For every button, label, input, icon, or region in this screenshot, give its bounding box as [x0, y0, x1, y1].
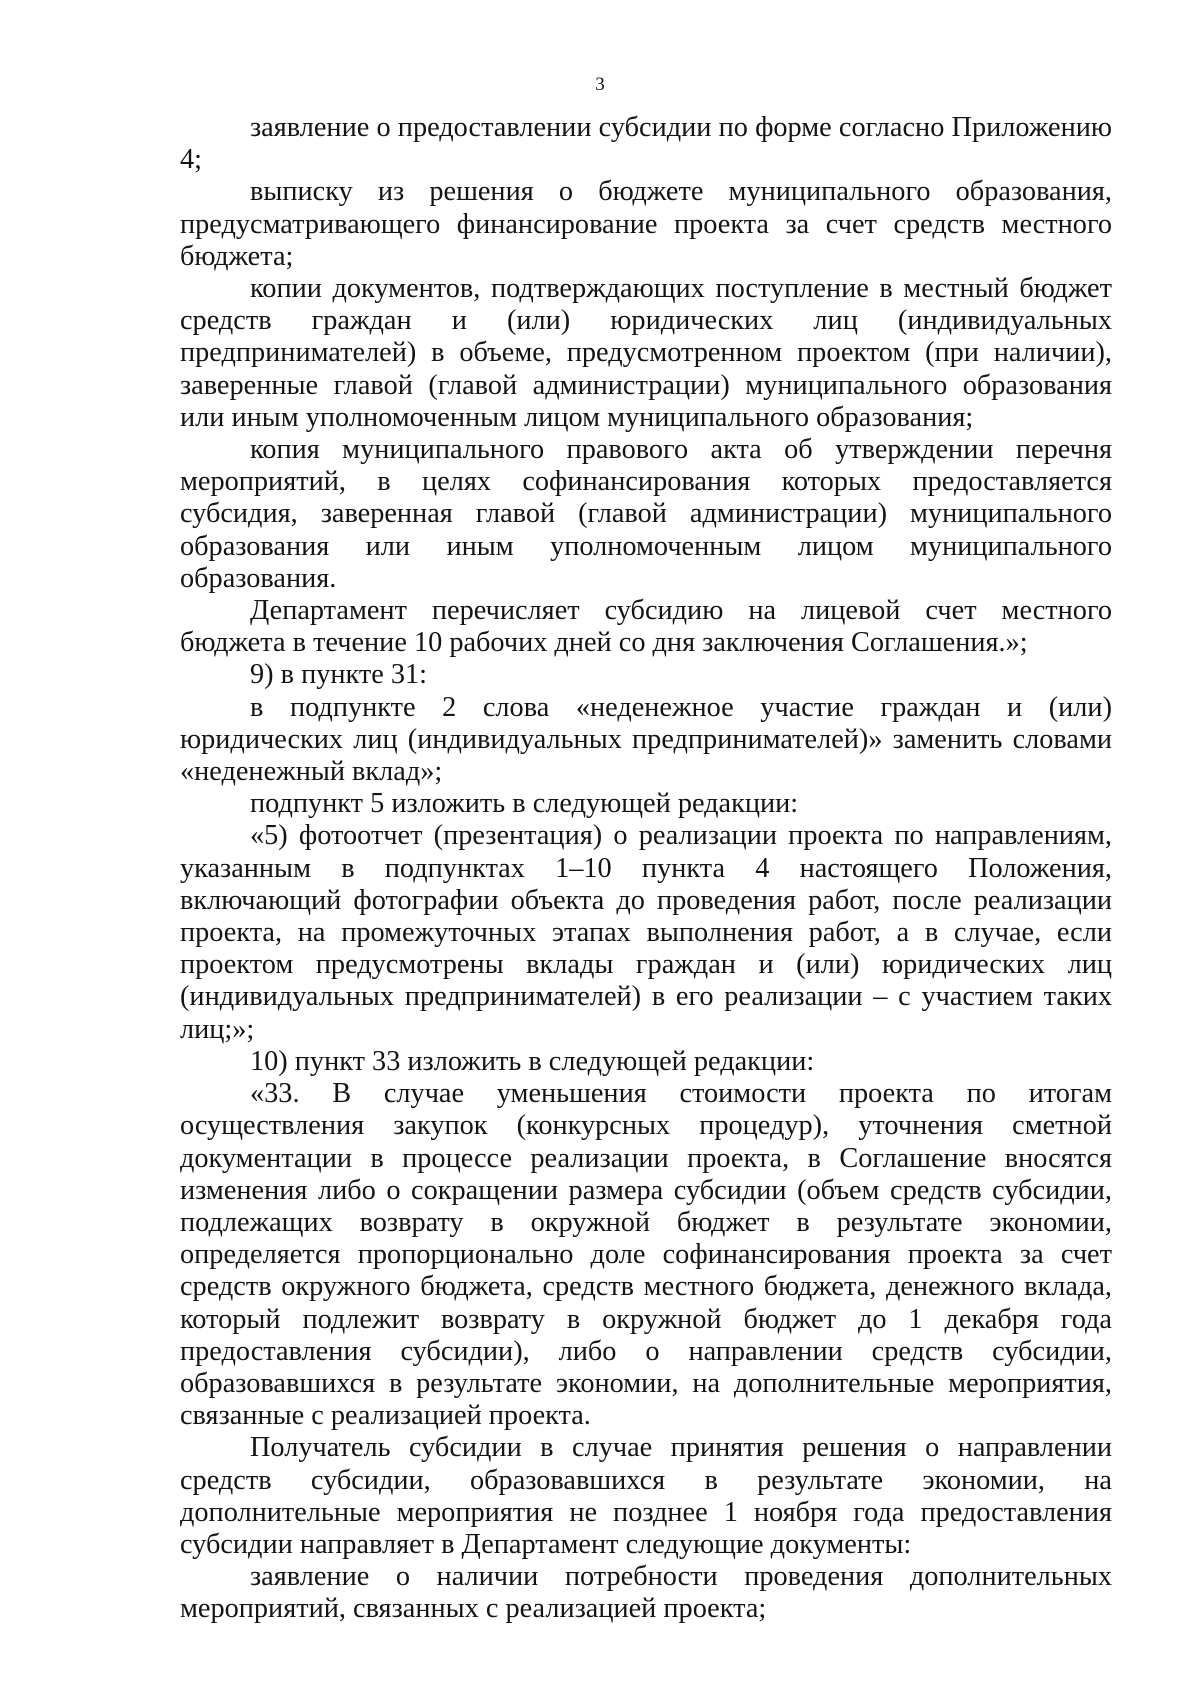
paragraph-subitem-5-intro: подпункт 5 изложить в следующей редакции:	[250, 788, 799, 820]
paragraph-item-9: 9) в пункте 31:	[250, 659, 428, 691]
paragraph-photo-report: «5) фотоотчет (презентация) о реализации проекта по направлениям, указанным в подпунктах 1–10 пункта 4 настоящего Положения, включающий фотографии объекта до проведения работ, после реализации проекта, на промежуточных этапах выполнения работ, а в случае, если проектом предусмотрены вклады граждан и (или) юридических лиц (индивидуальных предпринимателей) в его реализации – с участием таких лиц;»;	[180, 820, 1112, 1045]
paragraph-legal-act-copy: копия муниципального правового акта об утверждении перечня мероприятий, в целях софинансирования которых предоставляется субсидия, заверенная главой (главой администрации) муниципального образования или иным уполномоченным лицом муниципального образования.	[180, 434, 1112, 594]
paragraph-application: заявление о предоставлении субсидии по форме согласно Приложению 4;	[180, 112, 1112, 176]
paragraph-document-copies: копии документов, подтверждающих поступление в местный бюджет средств граждан и (или) юридических лиц (индивидуальных предпринимателей) в объеме, предусмотренном проектом (при наличии), заверенные главой (главой администрации) муниципального образования или иным уполномоченным лицом муниципального образования;	[180, 273, 1112, 433]
paragraph-need-statement: заявление о наличии потребности проведения дополнительных мероприятий, связанных с реализацией проекта;	[180, 1561, 1112, 1625]
paragraph-budget-extract: выписку из решения о бюджете муниципального образования, предусматривающего финансирование проекта за счет средств местного бюджета;	[180, 176, 1112, 272]
paragraph-item-33: «33. В случае уменьшения стоимости проекта по итогам осуществления закупок (конкурсных процедур), уточнения сметной документации в процессе реализации проекта, в Соглашение вносятся изменения либо о сокращении размера субсидии (объем средств субсидии, подлежащих возврату в окружной бюджет в результате экономии, определяется пропорционально доле софинансирования проекта за счет средств окружного бюджета, средств местного бюджета, денежного вклада, который подлежит возврату в окружной бюджет до 1 декабря года предоставления субсидии), либо о направлении средств субсидии, образовавшихся в результате экономии, на дополнительные мероприятия, связанные с реализацией проекта.	[180, 1078, 1112, 1432]
paragraph-item-10: 10) пункт 33 изложить в следующей редакции:	[250, 1045, 815, 1077]
paragraph-department-transfer: Департамент перечисляет субсидию на лицевой счет местного бюджета в течение 10 рабочих дней со дня заключения Соглашения.»;	[180, 595, 1112, 659]
page-number: 3	[595, 74, 605, 95]
paragraph-recipient: Получатель субсидии в случае принятия решения о направлении средств субсидии, образовавшихся в результате экономии, на дополнительные мероприятия не позднее 1 ноября года предоставления субсидии направляет в Департамент следующие документы:	[180, 1432, 1112, 1560]
document-body	[180, 112, 1112, 1626]
paragraph-subitem-2: в подпункте 2 слова «неденежное участие граждан и (или) юридических лиц (индивидуальных предпринимателей)» заменить словами «неденежный вклад»;	[180, 691, 1112, 788]
